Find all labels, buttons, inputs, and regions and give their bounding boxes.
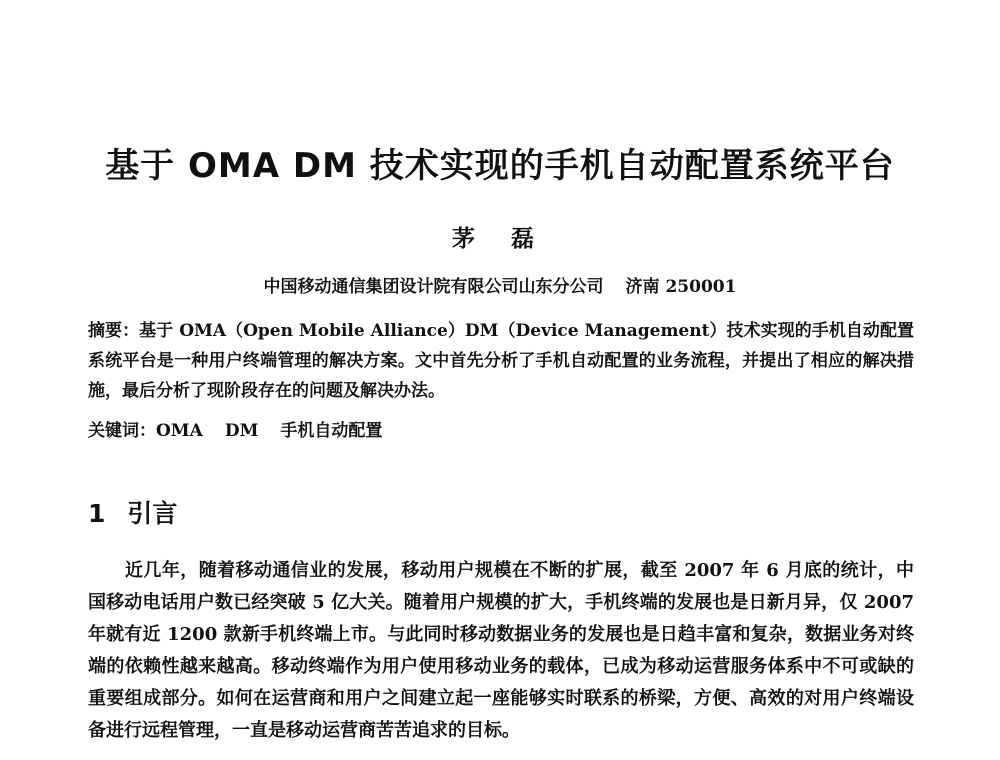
abstract-label: 摘要： xyxy=(88,321,140,341)
affiliation-organization: 中国移动通信集团设计院有限公司山东分公司 xyxy=(263,277,604,297)
keywords-label: 关键词： xyxy=(88,421,156,441)
abstract-text: 基于 OMA（Open Mobile Alliance）DM（Device Management）技术实现的手机自动配置系统平台是一种用户终端管理的解决方案。文中首先分析了手机自动配置的业务流程，并提出了相应的解决措施，最后分析了现阶段存在的问题及解决办法。 xyxy=(88,321,914,401)
section-number: 1 xyxy=(88,499,106,528)
keyword-item: DM xyxy=(224,421,259,441)
author-name: 茅 磊 xyxy=(451,225,548,252)
keyword-item: 手机自动配置 xyxy=(280,421,383,441)
keyword-item: OMA xyxy=(156,421,203,441)
section-heading xyxy=(88,494,177,530)
section-title: 引言 xyxy=(127,499,178,528)
affiliation-line xyxy=(0,272,1000,297)
keywords xyxy=(88,416,914,446)
paper-title: 基于 OMA DM 技术实现的手机自动配置系统平台 xyxy=(105,146,895,186)
affiliation-city-postcode: 济南 250001 xyxy=(625,277,737,297)
body-paragraph: 近几年，随着移动通信业的发展，移动用户规模在不断的扩展，截至 2007 年 6 月底的统计，中国移动电话用户数已经突破 5 亿大关。随着用户规模的扩大，手机终端的发展也是日新月异，仅 2007 年就有近 1200 款新手机终端上市。与此同时移动数据业务的发展也是日趋丰富和复杂，数据业务对终端的依赖性越来越高。移动终端作为用户使用移动业务的载体，已成为移动运营服务体系中不可或缺的重要组成部分。如何在运营商和用户之间建立起一座能够实时联系的桥梁，方便、高效的对用户终端设备进行远程管理，一直是移动运营商苦苦追求的目标。 xyxy=(88,560,914,741)
abstract xyxy=(88,316,914,406)
